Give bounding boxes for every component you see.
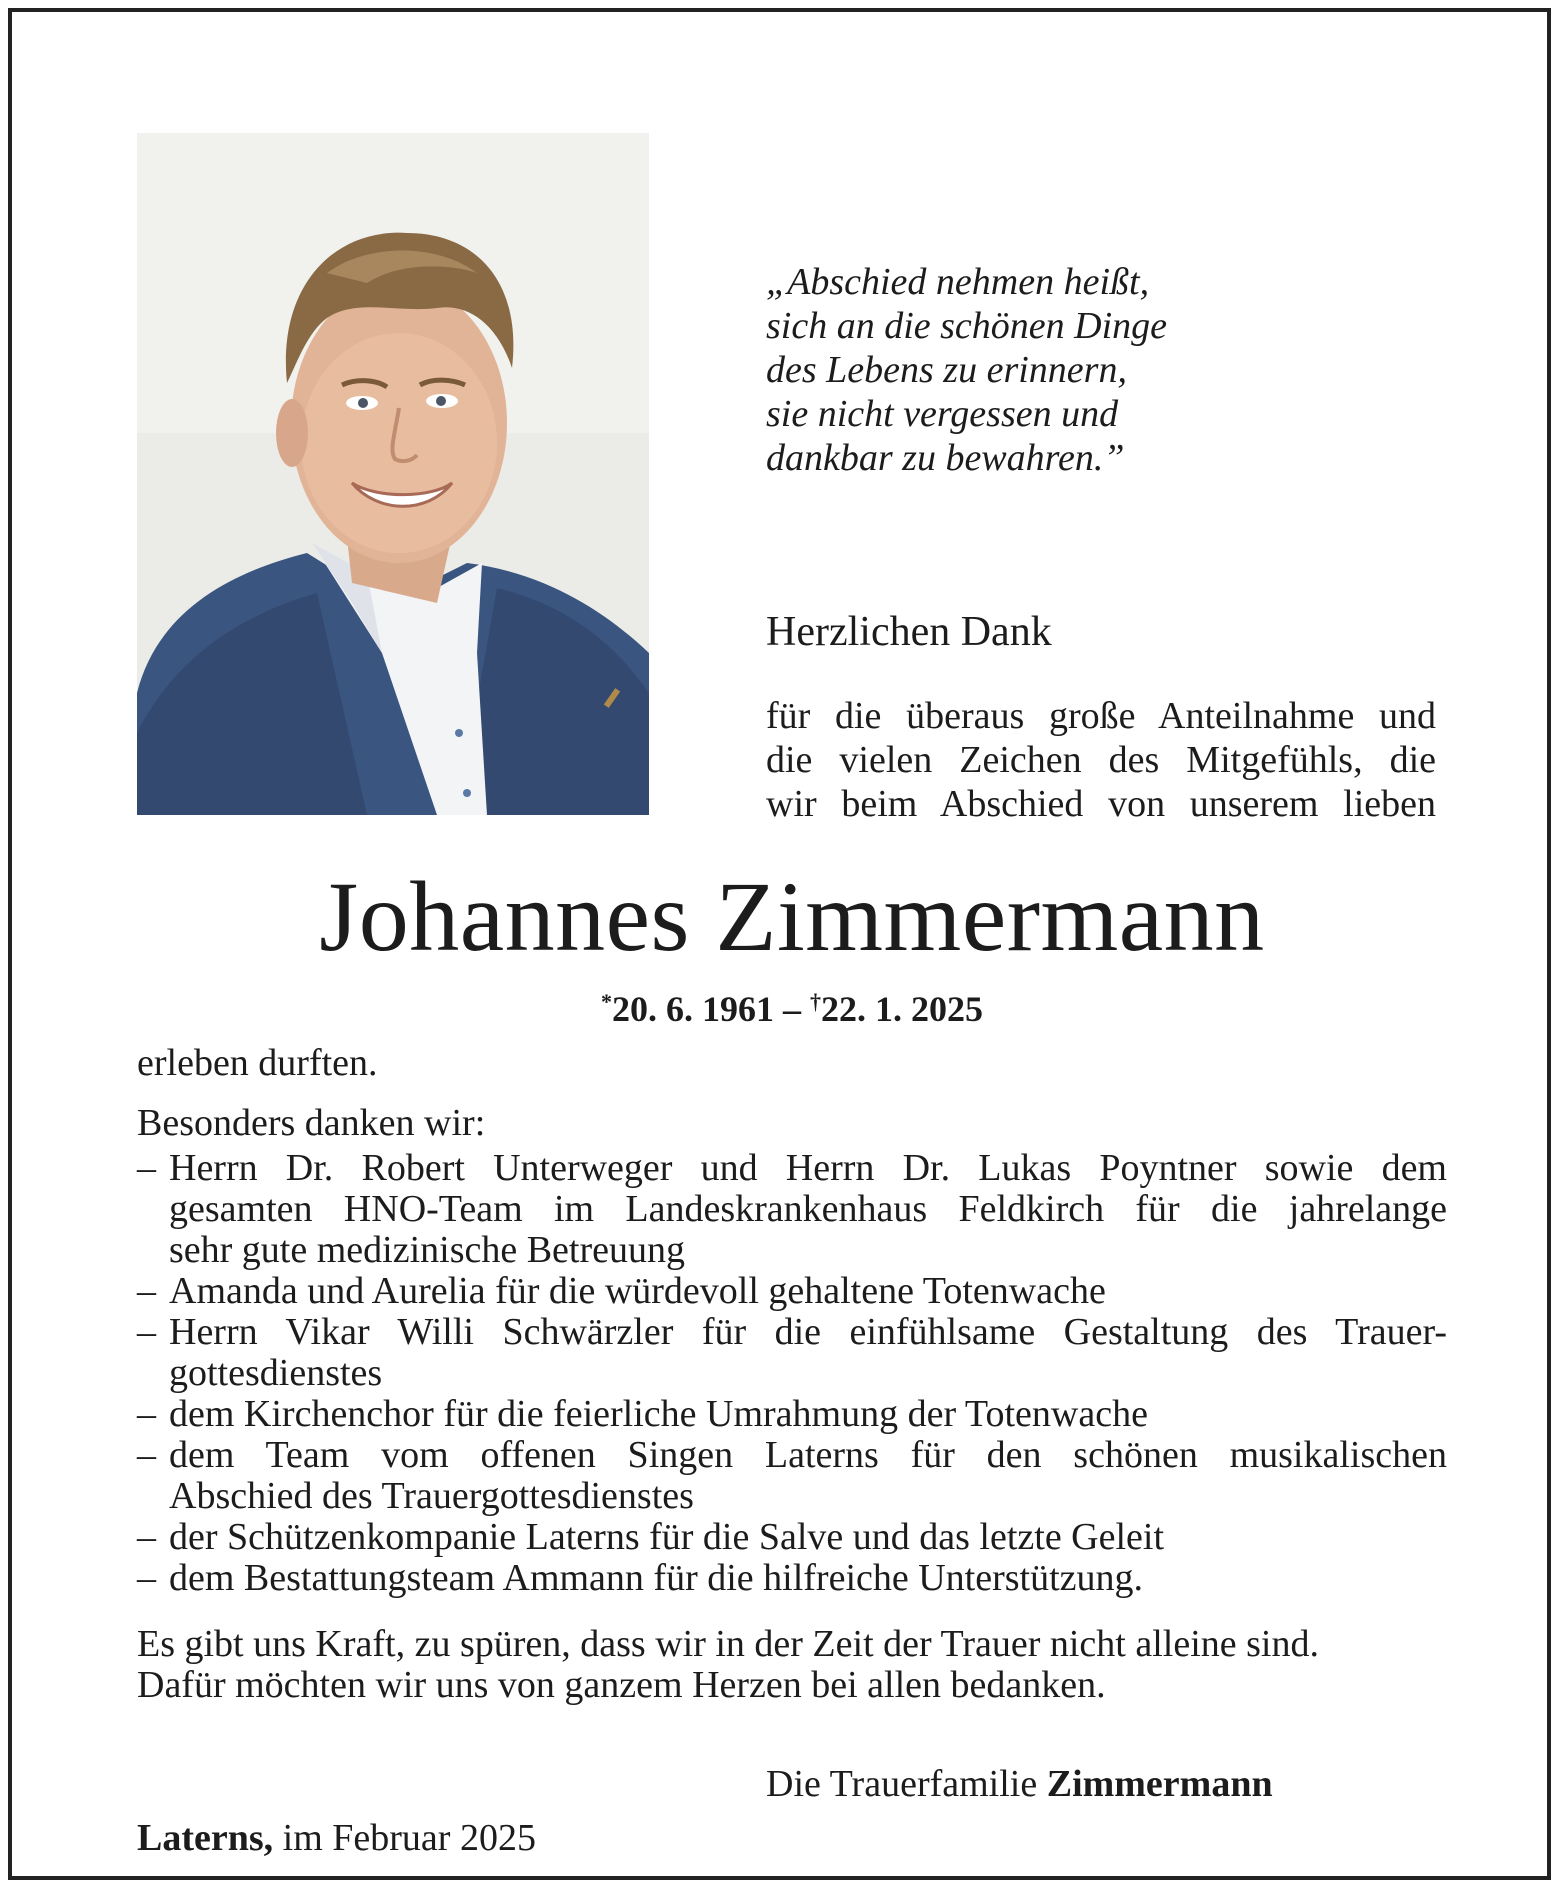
birth-date: 20. 6. 1961 xyxy=(612,989,774,1029)
signature-family-name: Zimmermann xyxy=(1046,1763,1273,1805)
quote-line: sich an die schönen Dinge xyxy=(766,305,1168,347)
list-item-line: Herrn Vikar Willi Schwärzler für die einfühlsame Gestaltung des Trauer- xyxy=(169,1311,1447,1353)
list-item-line: dem Kirchenchor für die feierliche Umrahmung der Totenwache xyxy=(169,1393,1148,1435)
list-item xyxy=(137,1271,1447,1312)
intro-line: die vielen Zeichen des Mitgefühls, die xyxy=(766,739,1436,781)
quote-line: sie nicht vergessen und xyxy=(766,393,1119,435)
date-separator: – xyxy=(774,989,810,1029)
dash-marker: – xyxy=(137,1311,156,1353)
place-date xyxy=(137,1816,536,1860)
portrait-photo xyxy=(137,133,649,815)
special-thanks-heading: Besonders danken wir: xyxy=(137,1102,486,1144)
deceased-name: Johannes Zimmermann xyxy=(319,861,1265,972)
quote-line: des Lebens zu erinnern, xyxy=(766,349,1127,391)
quote xyxy=(766,260,1486,480)
list-item xyxy=(137,1435,1447,1517)
birth-symbol: * xyxy=(601,989,612,1014)
list-item xyxy=(137,1558,1447,1599)
list-item-line: dem Bestattungsteam Ammann für die hilfreiche Unterstützung. xyxy=(169,1557,1144,1599)
list-item-line: Herrn Dr. Robert Unterweger und Herrn Dr. Lukas Poyntner sowie dem xyxy=(169,1147,1447,1189)
list-item-line: Amanda und Aurelia für die würdevoll gehaltene Totenwache xyxy=(169,1270,1106,1312)
place-town: Laterns, xyxy=(137,1817,274,1859)
list-item-line: gottesdienstes xyxy=(169,1352,383,1394)
list-item xyxy=(137,1394,1447,1435)
list-item xyxy=(137,1312,1447,1394)
quote-line: dankbar zu bewahren.” xyxy=(766,437,1125,479)
dash-marker: – xyxy=(137,1393,156,1435)
list-item-line: gesamten HNO-Team im Landeskrankenhaus Feldkirch für die jahrelange xyxy=(169,1188,1447,1230)
body-text xyxy=(137,1043,1447,1706)
quote-line: „Abschied nehmen heißt, xyxy=(766,261,1150,303)
death-symbol: † xyxy=(810,989,821,1014)
dash-marker: – xyxy=(137,1434,156,1476)
intro-line: wir beim Abschied von unserem lieben xyxy=(766,783,1436,825)
dash-marker: – xyxy=(137,1270,156,1312)
list-item xyxy=(137,1148,1447,1271)
signature xyxy=(766,1762,1273,1806)
dash-marker: – xyxy=(137,1516,156,1558)
continuation-text: erleben durften. xyxy=(137,1042,378,1084)
list-item-line: sehr gute medizinische Betreuung xyxy=(169,1229,686,1271)
thanks-list xyxy=(137,1148,1447,1599)
obituary-notice xyxy=(8,8,1551,1880)
list-item-line: der Schützenkompanie Laterns für die Salve und das letzte Geleit xyxy=(169,1516,1165,1558)
death-date: 22. 1. 2025 xyxy=(821,989,983,1029)
closing-line: Es gibt uns Kraft, zu spüren, dass wir in der Zeit der Trauer nicht alleine sind. xyxy=(137,1623,1319,1665)
closing-text xyxy=(137,1624,1447,1706)
intro-line: für die überaus große Anteilnahme und xyxy=(766,695,1436,737)
closing-line: Dafür möchten wir uns von ganzem Herzen bei allen bedanken. xyxy=(137,1664,1106,1706)
list-item-line: dem Team vom offenen Singen Laterns für den schönen musikalischen xyxy=(169,1434,1447,1476)
place-month: im Februar 2025 xyxy=(273,1817,536,1859)
list-item-line: Abschied des Trauergottesdienstes xyxy=(169,1475,694,1517)
list-item xyxy=(137,1517,1447,1558)
intro-text xyxy=(766,694,1436,826)
thanks-heading: Herzlichen Dank xyxy=(766,609,1052,655)
life-dates xyxy=(12,980,1567,1031)
dash-marker: – xyxy=(137,1557,156,1599)
signature-prefix: Die Trauerfamilie xyxy=(766,1763,1047,1805)
dash-marker: – xyxy=(137,1147,156,1189)
